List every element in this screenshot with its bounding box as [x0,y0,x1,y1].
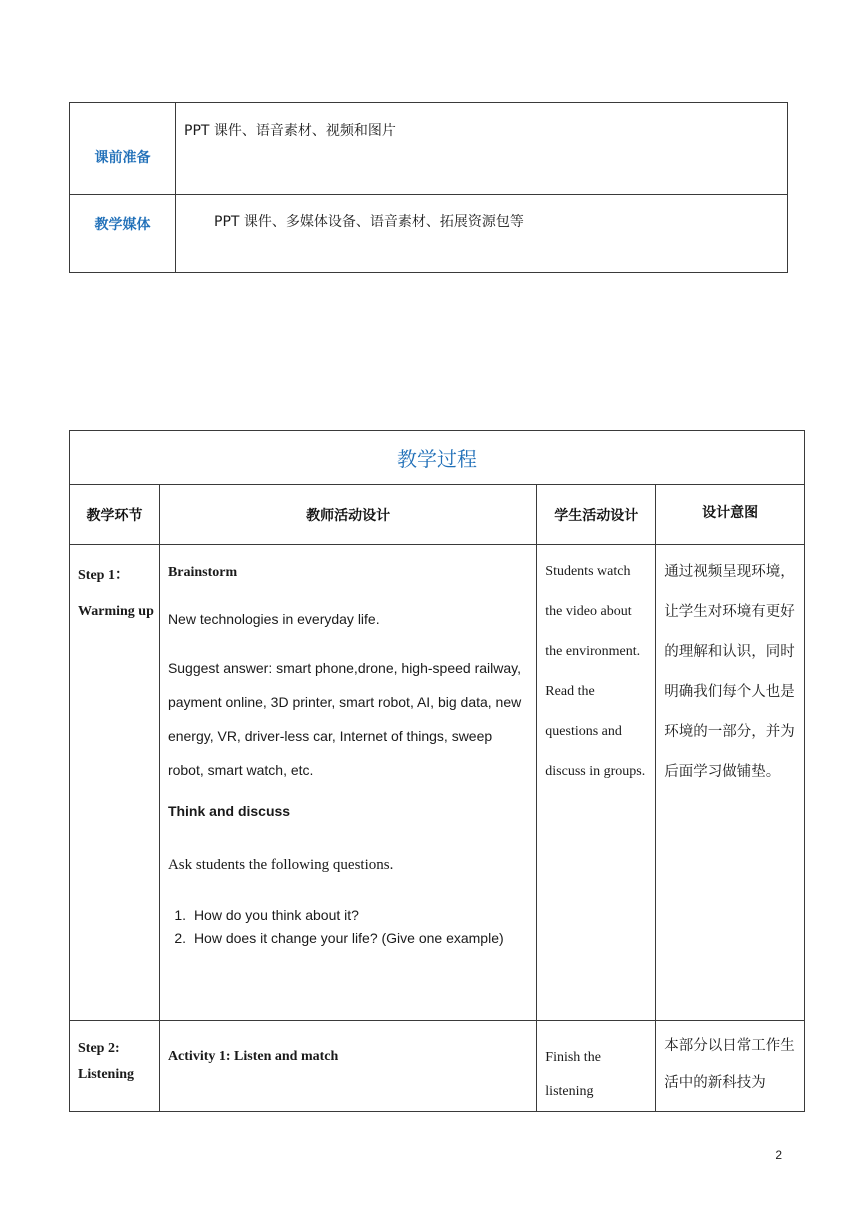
row-content-cell [176,103,788,195]
header-cell: 教学环节 [70,485,160,545]
step-label: Step 2: [78,1041,120,1056]
preparation-table [69,102,788,273]
table-row [70,103,788,195]
student-activity-cell [537,545,656,1021]
intent-text: 本部分以日常工作生活中的新科技为 [664,1038,795,1091]
media-content: PPT 课件、多媒体设备、语音素材、拓展资源包等 [214,214,524,230]
think-heading: Think and discuss [167,803,291,819]
intro-text: New technologies in everyday life. [167,611,380,627]
row-content-cell [176,195,788,273]
page-number: 2 [775,1148,782,1162]
intent-cell [656,1021,805,1112]
intent-cell [656,545,805,1021]
media-label: 教学媒体 [94,217,151,233]
table-row [70,195,788,273]
question-list [168,904,528,950]
list-item: 2. How does it change your life? (Give one example) [190,927,528,950]
header-cell: 学生活动设计 [537,485,656,545]
prep-label: 课前准备 [94,150,151,166]
activity-heading: Brainstorm [167,565,238,580]
list-item: 1. How do you think about it? [190,904,528,927]
student-activity-text: Finish the listening [545,1050,601,1099]
activity-heading: Activity 1: Listen and match [167,1049,339,1064]
step-name: Listening [78,1067,135,1082]
step-label: Step 1： [78,568,129,583]
step-cell [70,1021,160,1112]
header-cell: 教师活动设计 [159,485,536,545]
process-title: 教学过程 [70,431,805,485]
intent-text: 通过视频呈现环境，让学生对环境有更好的理解和认识，同时明确我们每个人也是环境的一部分，并为后面学习做铺垫。 [664,564,795,780]
ask-text: Ask students the following questions. [167,857,394,873]
step-name: Warming up [78,604,154,619]
teacher-activity-cell [159,545,536,1021]
step-cell [70,545,160,1021]
student-activity-text: Students watch the video about the environment. Read the questions and discuss in groups. [545,564,646,779]
teacher-activity-cell [159,1021,536,1112]
table-row [70,1021,805,1112]
suggest-answer: Suggest answer: smart phone,drone, high-speed railway, payment online, 3D printer, smart robot, AI, big data, new energy, VR, driver-less car, Internet of things, sweep robot, smart watch, etc. [167,660,522,778]
row-label-cell [70,103,176,195]
student-activity-cell [537,1021,656,1112]
table-header-row [70,485,805,545]
row-label-cell [70,195,176,273]
table-row [70,545,805,1021]
table-title-row [70,431,805,485]
prep-content: PPT 课件、语音素材、视频和图片 [184,123,396,139]
teaching-process-table [69,430,805,1112]
header-cell: 设计意图 [656,485,805,545]
